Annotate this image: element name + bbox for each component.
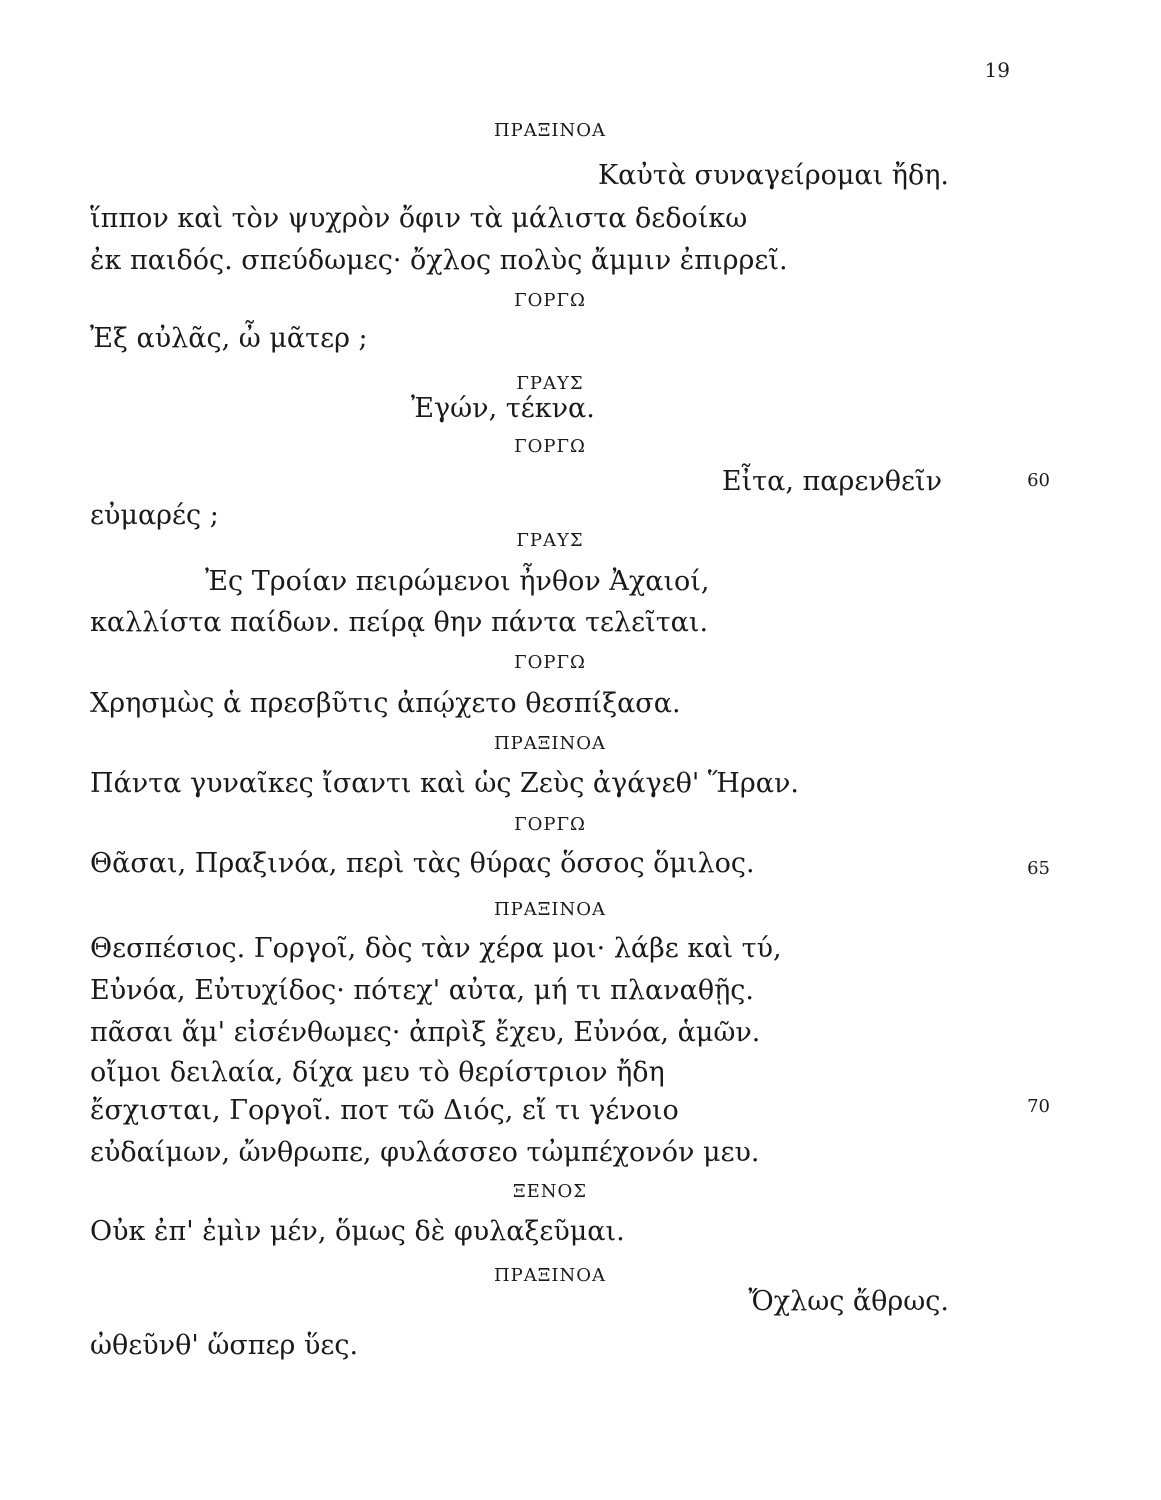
line-number: 60 [1027, 470, 1050, 491]
verse-line: Ἐς Τροίαν πειρώμενοι ἦνθον Ἀχαιοί, [205, 566, 710, 597]
speaker-label: ΞΕΝΟΣ [512, 1181, 588, 1202]
verse-line: Ἐγών, τέκνα. [411, 393, 595, 424]
verse-line: Ὄχλως ἄθρως. [748, 1286, 949, 1317]
verse-line: Εὐνόα, Εὐτυχίδος· πότεχ' αὐτα, μή τι πλαναθῇς. [90, 975, 754, 1006]
verse-line: Θᾶσαι, Πραξινόα, περὶ τὰς θύρας ὅσσος ὅμιλος. [90, 848, 755, 879]
line-number: 65 [1027, 858, 1050, 879]
speaker-label: ΠΡΑΞΙΝΟΑ [493, 120, 607, 141]
verse-line: Χρησμὼς ἁ πρεσβῦτις ἀπῴχετο θεσπίξασα. [90, 688, 681, 719]
verse-line: ἵππον καὶ τὸν ψυχρὸν ὄφιν τὰ μάλιστα δεδοίκω [90, 203, 748, 234]
speaker-label: ΓΟΡΓΩ [514, 814, 586, 835]
speaker-label: ΓΡΑΥΣ [516, 530, 584, 551]
speaker-label: ΠΡΑΞΙΝΟΑ [493, 733, 607, 754]
verse-line: ὠθεῦνθ' ὥσπερ ὕες. [90, 1330, 359, 1361]
verse-line: Πάντα γυναῖκες ἴσαντι καὶ ὡς Ζεὺς ἀγάγεθ' Ἥραν. [90, 768, 799, 799]
page-number: 19 [984, 58, 1010, 82]
verse-line: Οὐκ ἐπ' ἐμὶν μέν, ὅμως δὲ φυλαξεῦμαι. [90, 1216, 625, 1247]
verse-line: ἔσχισται, Γοργοῖ. ποτ τῶ Διός, εἴ τι γένοιο [90, 1095, 679, 1126]
verse-line: πᾶσαι ἅμ' εἰσένθωμες· ἀπρὶξ ἔχευ, Εὐνόα, ἁμῶν. [90, 1017, 761, 1048]
speaker-label: ΓΟΡΓΩ [514, 436, 586, 457]
speaker-label: ΠΡΑΞΙΝΟΑ [493, 899, 607, 920]
verse-line: Ἐξ αὐλᾶς, ὦ μᾶτερ ; [90, 323, 368, 354]
verse-line: Καὐτὰ συναγείρομαι ἤδη. [597, 160, 949, 191]
speaker-label: ΠΡΑΞΙΝΟΑ [493, 1265, 607, 1286]
verse-line: εὐμαρές ; [90, 500, 219, 531]
verse-line: ἐκ παιδός. σπεύδωμες· ὄχλος πολὺς ἄμμιν ἐπιρρεῖ. [90, 245, 788, 276]
verse-line: Θεσπέσιος. Γοργοῖ, δὸς τὰν χέρα μοι· λάβε καὶ τύ, [90, 933, 782, 964]
verse-line: οἴμοι δειλαία, δίχα μευ τὸ θερίστριον ἤδη [90, 1057, 665, 1088]
verse-line: Εἶτα, παρενθεῖν [721, 466, 942, 497]
speaker-label: ΓΟΡΓΩ [514, 290, 586, 311]
speaker-label: ΓΟΡΓΩ [514, 652, 586, 673]
verse-line: εὐδαίμων, ὤνθρωπε, φυλάσσεο τὠμπέχονόν μευ. [90, 1137, 760, 1168]
line-number: 70 [1027, 1096, 1050, 1117]
speaker-label: ΓΡΑΥΣ [516, 373, 584, 394]
verse-line: καλλίστα παίδων. πείρᾳ θην πάντα τελεῖται. [90, 607, 709, 638]
